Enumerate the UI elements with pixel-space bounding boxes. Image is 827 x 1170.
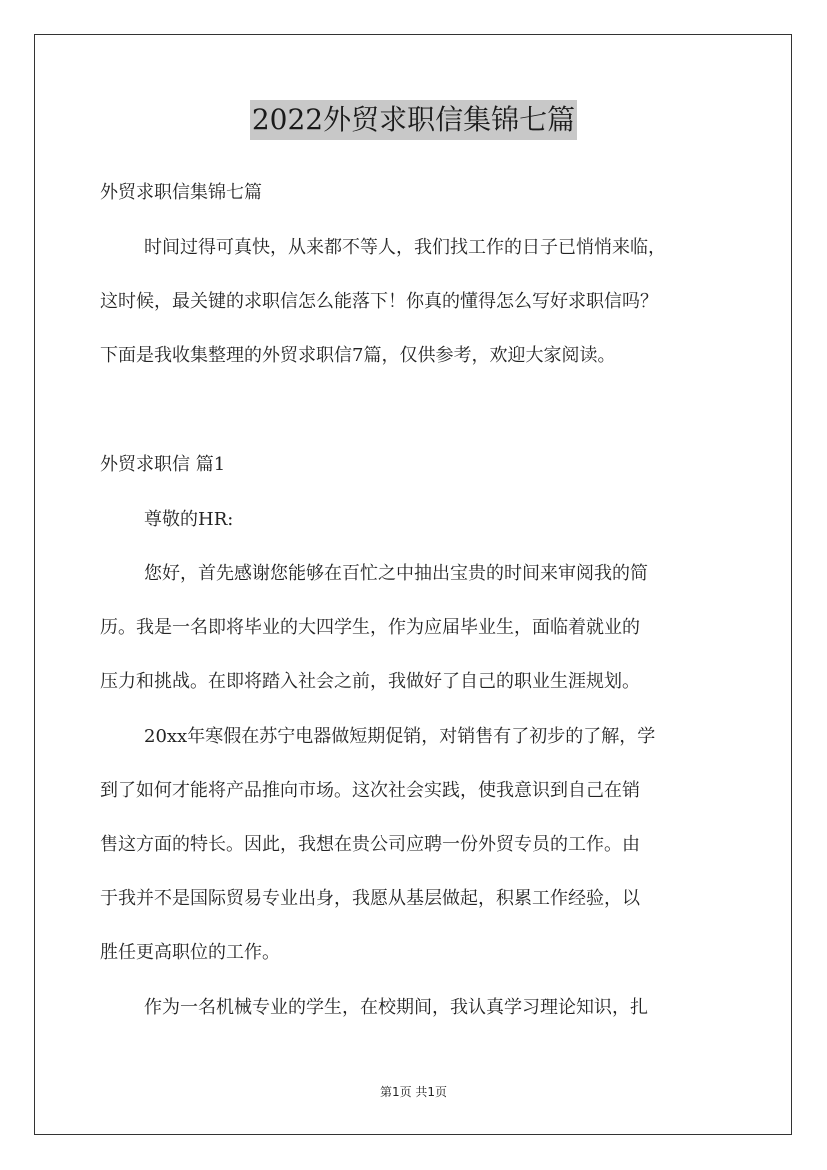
paragraph1-line-3: 压力和挑战。在即将踏入社会之前，我做好了自己的职业生涯规划。 [100, 671, 640, 692]
document-title: 2022外贸求职信集锦七篇 [250, 100, 577, 140]
intro-line-2: 这时候，最关键的求职信怎么能落下！你真的懂得怎么写好求职信吗？ [100, 291, 658, 312]
paragraph2-line-5: 胜任更高职位的工作。 [100, 942, 280, 963]
document-subtitle: 外贸求职信集锦七篇 [100, 182, 262, 203]
paragraph2-line-4: 于我并不是国际贸易专业出身，我愿从基层做起，积累工作经验，以 [100, 888, 640, 909]
paragraph1-line-1: 您好，首先感谢您能够在百忙之中抽出宝贵的时间来审阅我的简 [144, 563, 648, 584]
title-wrap [100, 100, 727, 140]
paragraph2-line-3: 售这方面的特长。因此，我想在贵公司应聘一份外贸专员的工作。由 [100, 834, 640, 855]
page-footer [0, 1083, 827, 1100]
paragraph3-line-1: 作为一名机械专业的学生，在校期间，我认真学习理论知识，扎 [144, 997, 648, 1018]
paragraph2-line-1: 20xx年寒假在苏宁电器做短期促销，对销售有了初步的了解，学 [144, 726, 656, 747]
intro-line-1: 时间过得可真快，从来都不等人，我们找工作的日子已悄悄来临， [144, 237, 666, 258]
page-number: 第1页 共1页 [379, 1085, 448, 1099]
section-heading: 外贸求职信 篇1 [100, 454, 226, 475]
paragraph1-line-2: 历。我是一名即将毕业的大四学生，作为应届毕业生，面临着就业的 [100, 617, 640, 638]
paragraph2-line-2: 到了如何才能将产品推向市场。这次社会实践，使我意识到自己在销 [100, 780, 640, 801]
intro-line-3: 下面是我收集整理的外贸求职信7篇，仅供参考，欢迎大家阅读。 [100, 345, 616, 366]
greeting: 尊敬的HR: [144, 509, 234, 530]
